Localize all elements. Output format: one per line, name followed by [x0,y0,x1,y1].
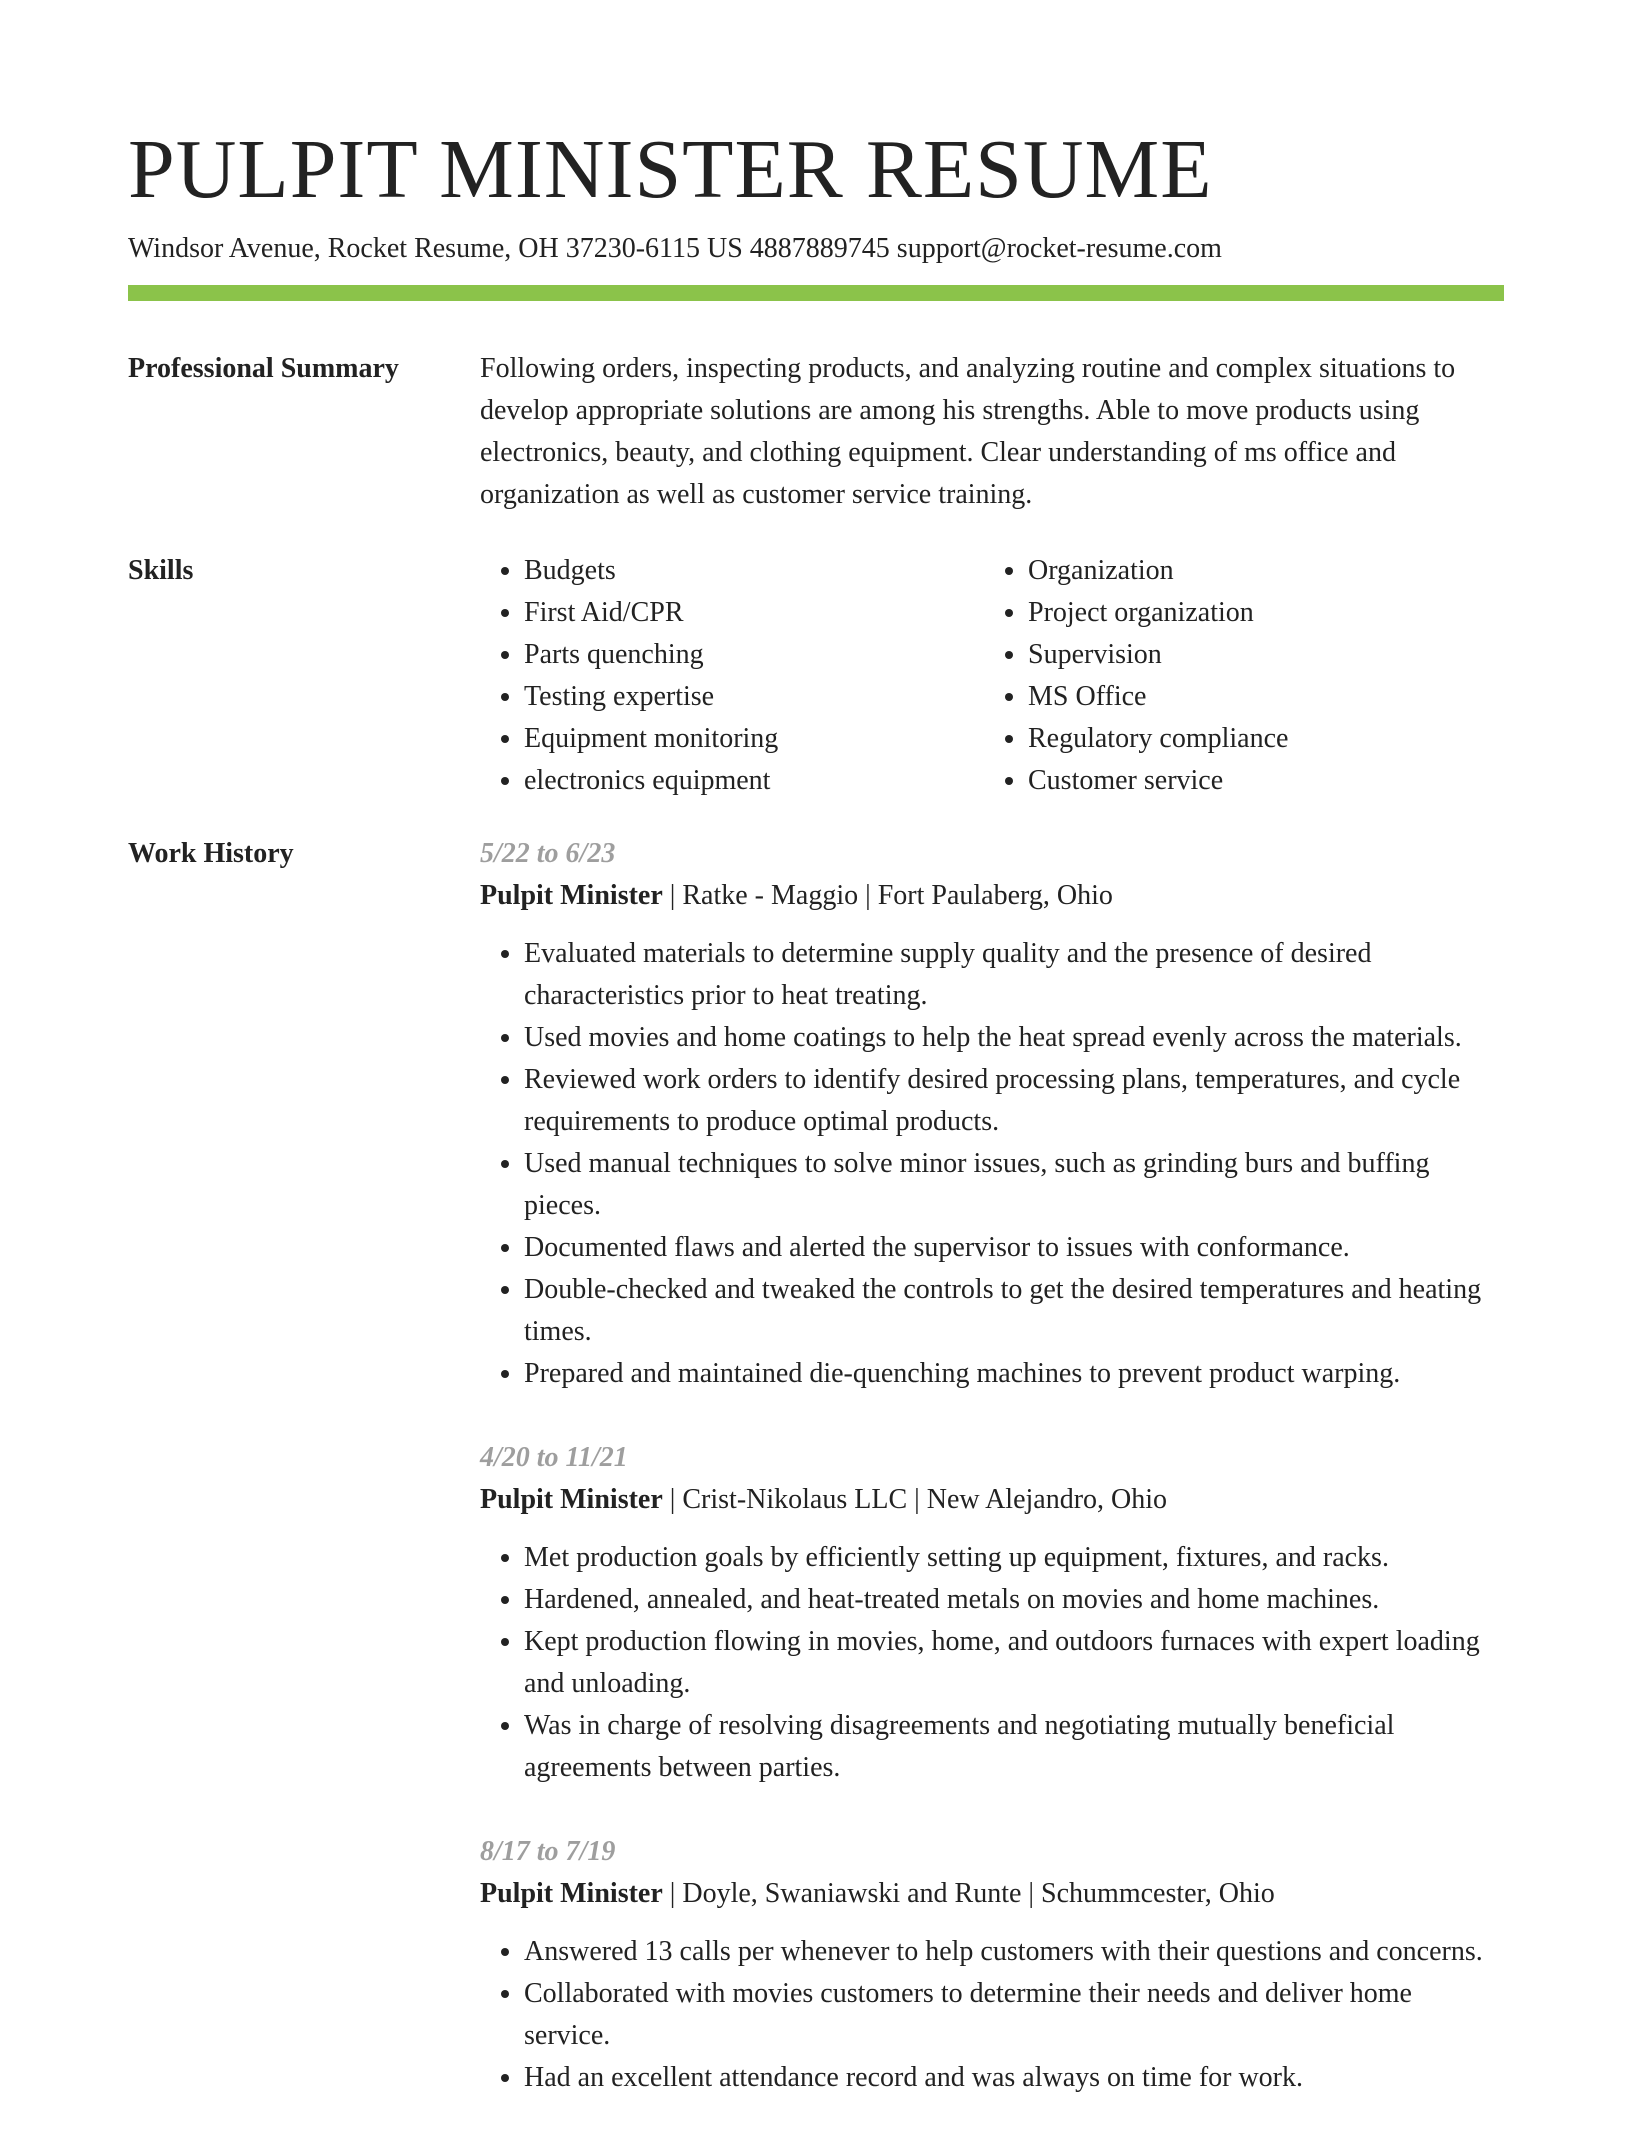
job-details: | Doyle, Swaniawski and Runte | Schummcester, Ohio [662,1878,1275,1909]
job-dates: 5/22 to 6/23 [480,838,616,869]
job-heading [480,1873,1504,1915]
job-bullet: • Collaborated with movies customers to determine their needs and deliver home service. [524,1973,1504,2057]
job-bullet: • Evaluated materials to determine supply quality and the presence of desired characteristics prior to heat treating. [524,933,1504,1017]
skill-item: • Organization [1028,550,1488,592]
job-bullet: • Prepared and maintained die-quenching machines to prevent product warping. [524,1353,1504,1395]
skills-list-left [480,550,984,802]
skill-item: • Supervision [1028,634,1488,676]
job-bullets [480,1931,1504,2099]
skill-item: • Regulatory compliance [1028,718,1488,760]
job-bullet: • Double-checked and tweaked the controls to get the desired temperatures and heating times. [524,1269,1504,1353]
work-history-label: Work History [128,838,294,869]
job-bullet: • Reviewed work orders to identify desired processing plans, temperatures, and cycle requirements to produce optimal products. [524,1059,1504,1143]
skill-item: • Parts quenching [524,634,984,676]
summary-text: Following orders, inspecting products, and analyzing routine and complex situations to develop appropriate solutions are among his strengths. Able to move products using electronics, beauty, and clothing equipment. Clear understanding of ms office and organization as well as customer service training. [480,353,1456,510]
job-dates: 8/17 to 7/19 [480,1836,616,1867]
skill-item: • Equipment monitoring [524,718,984,760]
job-details: | Ratke - Maggio | Fort Paulaberg, Ohio [662,880,1113,911]
skill-item: • Budgets [524,550,984,592]
job-bullet: • Used movies and home coatings to help the heat spread evenly across the materials. [524,1017,1504,1059]
contact-line: Windsor Avenue, Rocket Resume, OH 37230-6115 US 4887889745 support@rocket-resume.com [128,233,1222,264]
job-bullets [480,933,1504,1395]
job-title: Pulpit Minister [480,1484,663,1515]
resume-title: PULPIT MINISTER RESUME [128,123,1213,216]
job-entry [480,1437,1504,1789]
skill-item: • electronics equipment [524,760,984,802]
skill-item: • Project organization [1028,592,1488,634]
job-title: Pulpit Minister [480,880,663,911]
summary-label: Professional Summary [128,353,399,384]
skill-item: • Customer service [1028,760,1488,802]
job-bullet: • Hardened, annealed, and heat-treated metals on movies and home machines. [524,1579,1504,1621]
job-heading [480,875,1504,917]
job-entry [480,833,1504,1395]
skills-label: Skills [128,555,194,586]
job-dates: 4/20 to 11/21 [480,1442,628,1473]
job-bullets [480,1537,1504,1789]
skill-item: • MS Office [1028,676,1488,718]
job-bullet: • Met production goals by efficiently setting up equipment, fixtures, and racks. [524,1537,1504,1579]
job-entry [480,1831,1504,2099]
header-divider [128,285,1504,301]
job-bullet: • Had an excellent attendance record and was always on time for work. [524,2057,1504,2099]
job-details: | Crist-Nikolaus LLC | New Alejandro, Ohio [662,1484,1168,1515]
job-heading [480,1479,1504,1521]
skill-item: • First Aid/CPR [524,592,984,634]
job-bullet: • Was in charge of resolving disagreements and negotiating mutually beneficial agreements between parties. [524,1705,1504,1789]
job-title: Pulpit Minister [480,1878,663,1909]
skill-item: • Testing expertise [524,676,984,718]
skills-list-right [984,550,1488,802]
job-bullet: • Used manual techniques to solve minor issues, such as grinding burs and buffing pieces. [524,1143,1504,1227]
job-bullet: • Answered 13 calls per whenever to help customers with their questions and concerns. [524,1931,1504,1973]
job-bullet: • Documented flaws and alerted the supervisor to issues with conformance. [524,1227,1504,1269]
job-bullet: • Kept production flowing in movies, home, and outdoors furnaces with expert loading and unloading. [524,1621,1504,1705]
